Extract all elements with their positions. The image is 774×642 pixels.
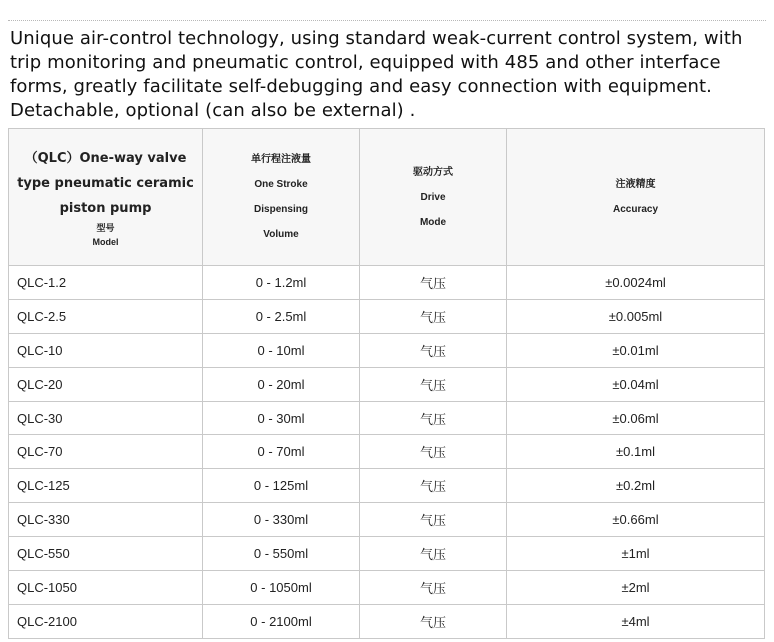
header-model-cn: 型号 (96, 222, 115, 233)
cell-accuracy: ±0.2ml (507, 469, 765, 503)
table-row (9, 401, 765, 435)
cell-drive: 气压 (360, 435, 507, 469)
cell-model: QLC-330 (9, 503, 203, 537)
cell-volume: 0 - 20ml (203, 367, 360, 401)
cell-drive: 气压 (360, 401, 507, 435)
cell-volume: 0 - 2100ml (203, 604, 360, 638)
header-model-line1: （QLC）One-way valve (24, 150, 187, 166)
header-model-en: Model (92, 236, 119, 247)
cell-accuracy: ±0.0024ml (507, 266, 765, 300)
table-row (9, 266, 765, 300)
cell-drive: 气压 (360, 333, 507, 367)
header-volume (203, 129, 360, 266)
header-drive-en2: Mode (419, 216, 447, 228)
cell-volume: 0 - 10ml (203, 333, 360, 367)
header-volume-en3: Volume (263, 229, 299, 240)
cell-accuracy: ±0.06ml (507, 401, 765, 435)
header-model-line2: type pneumatic ceramic (17, 175, 194, 191)
cell-accuracy: ±2ml (507, 571, 765, 605)
table-row (9, 604, 765, 638)
header-volume-en1: One Stroke (254, 179, 308, 190)
spec-table (8, 128, 765, 639)
header-model-line3: piston pump (59, 200, 152, 216)
cell-model: QLC-2100 (9, 604, 203, 638)
cell-model: QLC-550 (9, 537, 203, 571)
table-row (9, 299, 765, 333)
cell-volume: 0 - 1.2ml (203, 266, 360, 300)
cell-drive: 气压 (360, 604, 507, 638)
cell-volume: 0 - 2.5ml (203, 299, 360, 333)
header-drive-cn: 驱动方式 (413, 166, 453, 178)
cell-accuracy: ±4ml (507, 604, 765, 638)
cell-accuracy: ±0.66ml (507, 503, 765, 537)
cell-model: QLC-1.2 (9, 266, 203, 300)
top-divider (8, 20, 766, 21)
cell-volume: 0 - 125ml (203, 469, 360, 503)
header-volume-en2: Dispensing (254, 204, 308, 215)
cell-drive: 气压 (360, 367, 507, 401)
cell-model: QLC-2.5 (9, 299, 203, 333)
cell-volume: 0 - 1050ml (203, 571, 360, 605)
table-row (9, 435, 765, 469)
header-row (9, 129, 765, 266)
table-row (9, 537, 765, 571)
cell-model: QLC-10 (9, 333, 203, 367)
cell-model: QLC-70 (9, 435, 203, 469)
cell-drive: 气压 (360, 503, 507, 537)
cell-accuracy: ±1ml (507, 537, 765, 571)
header-accuracy-en: Accuracy (612, 204, 659, 215)
cell-model: QLC-20 (9, 367, 203, 401)
table-row (9, 503, 765, 537)
cell-volume: 0 - 550ml (203, 537, 360, 571)
table-row (9, 333, 765, 367)
header-drive (360, 129, 507, 266)
cell-volume: 0 - 70ml (203, 435, 360, 469)
header-accuracy-cn: 注液精度 (615, 179, 656, 190)
cell-drive: 气压 (360, 571, 507, 605)
table-row (9, 571, 765, 605)
header-volume-cn: 单行程注液量 (251, 154, 311, 165)
header-model (9, 129, 203, 266)
cell-model: QLC-125 (9, 469, 203, 503)
header-accuracy (507, 129, 765, 266)
cell-accuracy: ±0.005ml (507, 299, 765, 333)
cell-model: QLC-1050 (9, 571, 203, 605)
cell-drive: 气压 (360, 469, 507, 503)
cell-accuracy: ±0.04ml (507, 367, 765, 401)
cell-drive: 气压 (360, 299, 507, 333)
table-row (9, 469, 765, 503)
table-row (9, 367, 765, 401)
cell-accuracy: ±0.1ml (507, 435, 765, 469)
cell-drive: 气压 (360, 537, 507, 571)
intro-paragraph: Unique air-control technology, using standard weak-current control system, with trip monitoring and pneumatic control, equipped with 485 and other interface forms, greatly facilitate self-debugging and easy connection with equipment. Detachable, optional (can also be external) . (10, 28, 743, 121)
cell-drive: 气压 (360, 266, 507, 300)
cell-volume: 0 - 30ml (203, 401, 360, 435)
cell-model: QLC-30 (9, 401, 203, 435)
header-drive-en1: Drive (420, 191, 446, 203)
cell-accuracy: ±0.01ml (507, 333, 765, 367)
cell-volume: 0 - 330ml (203, 503, 360, 537)
